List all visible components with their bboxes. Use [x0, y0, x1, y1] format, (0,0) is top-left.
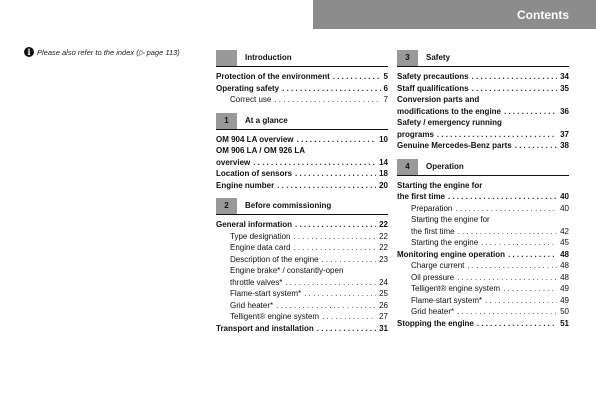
toc-entry-brake-line1[interactable]: Engine brake* / constantly-open — [230, 266, 344, 275]
section-title: At a glance — [245, 115, 288, 125]
section-header-before-commissioning[interactable] — [216, 198, 388, 215]
toc-entry-om906[interactable]: overview ..... 14 — [216, 157, 388, 169]
toc-entry-flame-start-2[interactable]: Flame-start system* ..... 49 — [397, 295, 569, 307]
section-title: Before commissioning — [245, 201, 332, 210]
section-title: Operation — [426, 161, 464, 171]
toc-entry-telligent-2[interactable]: Telligent® engine system ..... 49 — [397, 283, 569, 295]
toc-entry-charge-current[interactable]: Charge current ..... 48 — [397, 260, 569, 272]
toc-entry-transport[interactable]: Transport and installation ..... 31 — [216, 323, 388, 335]
toc-entry-genuine-parts[interactable]: Genuine Mercedes-Benz parts ..... 38 — [397, 140, 569, 152]
toc-entry-data-card[interactable]: Engine data card ..... 22 — [216, 242, 388, 254]
index-note-text: Please also refer to the index (▷ page 113) — [37, 48, 180, 57]
toc-entry-flame-start[interactable]: Flame-start system* ..... 25 — [216, 288, 388, 300]
toc-entry-starting-first-line1[interactable]: Starting the engine for — [397, 180, 483, 190]
toc-entry-starting-engine[interactable]: Starting the engine ..... 45 — [397, 237, 569, 249]
toc-entry-monitoring[interactable]: Monitoring engine operation ..... 48 — [397, 249, 569, 261]
section-tab: 1 — [216, 113, 237, 129]
info-icon: i — [24, 47, 34, 57]
toc-entry-sensors[interactable]: Location of sensors ..... 18 — [216, 168, 388, 180]
section-header-at-a-glance[interactable] — [216, 113, 388, 130]
toc-entry-correct-use[interactable]: Correct use ..... 7 — [216, 94, 388, 106]
header-bar — [313, 0, 596, 29]
toc-entry-type-designation[interactable]: Type designation ..... 22 — [216, 231, 388, 243]
page-title: Contents — [517, 8, 569, 22]
section-title: Safety — [426, 53, 451, 62]
toc-entry-grid-heater[interactable]: Grid heater* ..... 26 — [216, 300, 388, 312]
toc-entry-description[interactable]: Description of the engine ..... 23 — [216, 254, 388, 266]
toc-entry-safety-precautions[interactable]: Safety precautions ..... 34 — [397, 71, 569, 83]
toc-entry-starting-first[interactable]: the first time ..... 40 — [397, 191, 569, 203]
toc-entry-preparation[interactable]: Preparation ..... 40 — [397, 203, 569, 215]
toc-entry-grid-heater-2[interactable]: Grid heater* ..... 50 — [397, 306, 569, 318]
index-note — [27, 47, 180, 57]
section-tab: 4 — [397, 159, 418, 175]
toc-entry-om906-line1[interactable]: OM 906 LA / OM 926 LA — [216, 146, 306, 155]
toc-entry-oil-pressure[interactable]: Oil pressure ..... 48 — [397, 272, 569, 284]
toc-entry-conversion-line1[interactable]: Conversion parts and — [397, 95, 480, 104]
toc-column-left — [216, 50, 388, 334]
section-tab: 3 — [397, 50, 418, 66]
toc-entry-stopping[interactable]: Stopping the engine ..... 51 — [397, 318, 569, 330]
toc-entry-general-info[interactable]: General information ..... 22 — [216, 219, 388, 231]
section-tab: 2 — [216, 198, 237, 214]
toc-entry-protection[interactable]: Protection of the environment ..... 5 — [216, 71, 388, 83]
toc-entry-start-sub[interactable]: the first time ..... 42 — [397, 226, 569, 238]
toc-entry-emergency-line1[interactable]: Safety / emergency running — [397, 118, 502, 127]
section-header-safety[interactable] — [397, 50, 569, 67]
toc-entry-engine-number[interactable]: Engine number ..... 20 — [216, 180, 388, 192]
toc-entry-emergency-programs[interactable]: programs ..... 37 — [397, 129, 569, 141]
section-tab — [216, 50, 237, 66]
toc-entry-telligent[interactable]: Telligent® engine system ..... 27 — [216, 311, 388, 323]
toc-entry-start-sub-line1[interactable]: Starting the engine for — [411, 215, 490, 224]
toc-column-right — [397, 50, 569, 329]
section-header-introduction[interactable] — [216, 50, 388, 67]
toc-entry-om904[interactable]: OM 904 LA overview ..... 10 — [216, 134, 388, 146]
section-header-operation[interactable] — [397, 159, 569, 176]
toc-entry-conversion[interactable]: modifications to the engine ..... 36 — [397, 106, 569, 118]
section-title: Introduction — [245, 53, 292, 62]
toc-entry-operating-safety[interactable]: Operating safety ..... 6 — [216, 83, 388, 95]
toc-entry-brake[interactable]: throttle valves* ..... 24 — [216, 277, 388, 289]
toc-entry-staff-qualifications[interactable]: Staff qualifications ..... 35 — [397, 83, 569, 95]
